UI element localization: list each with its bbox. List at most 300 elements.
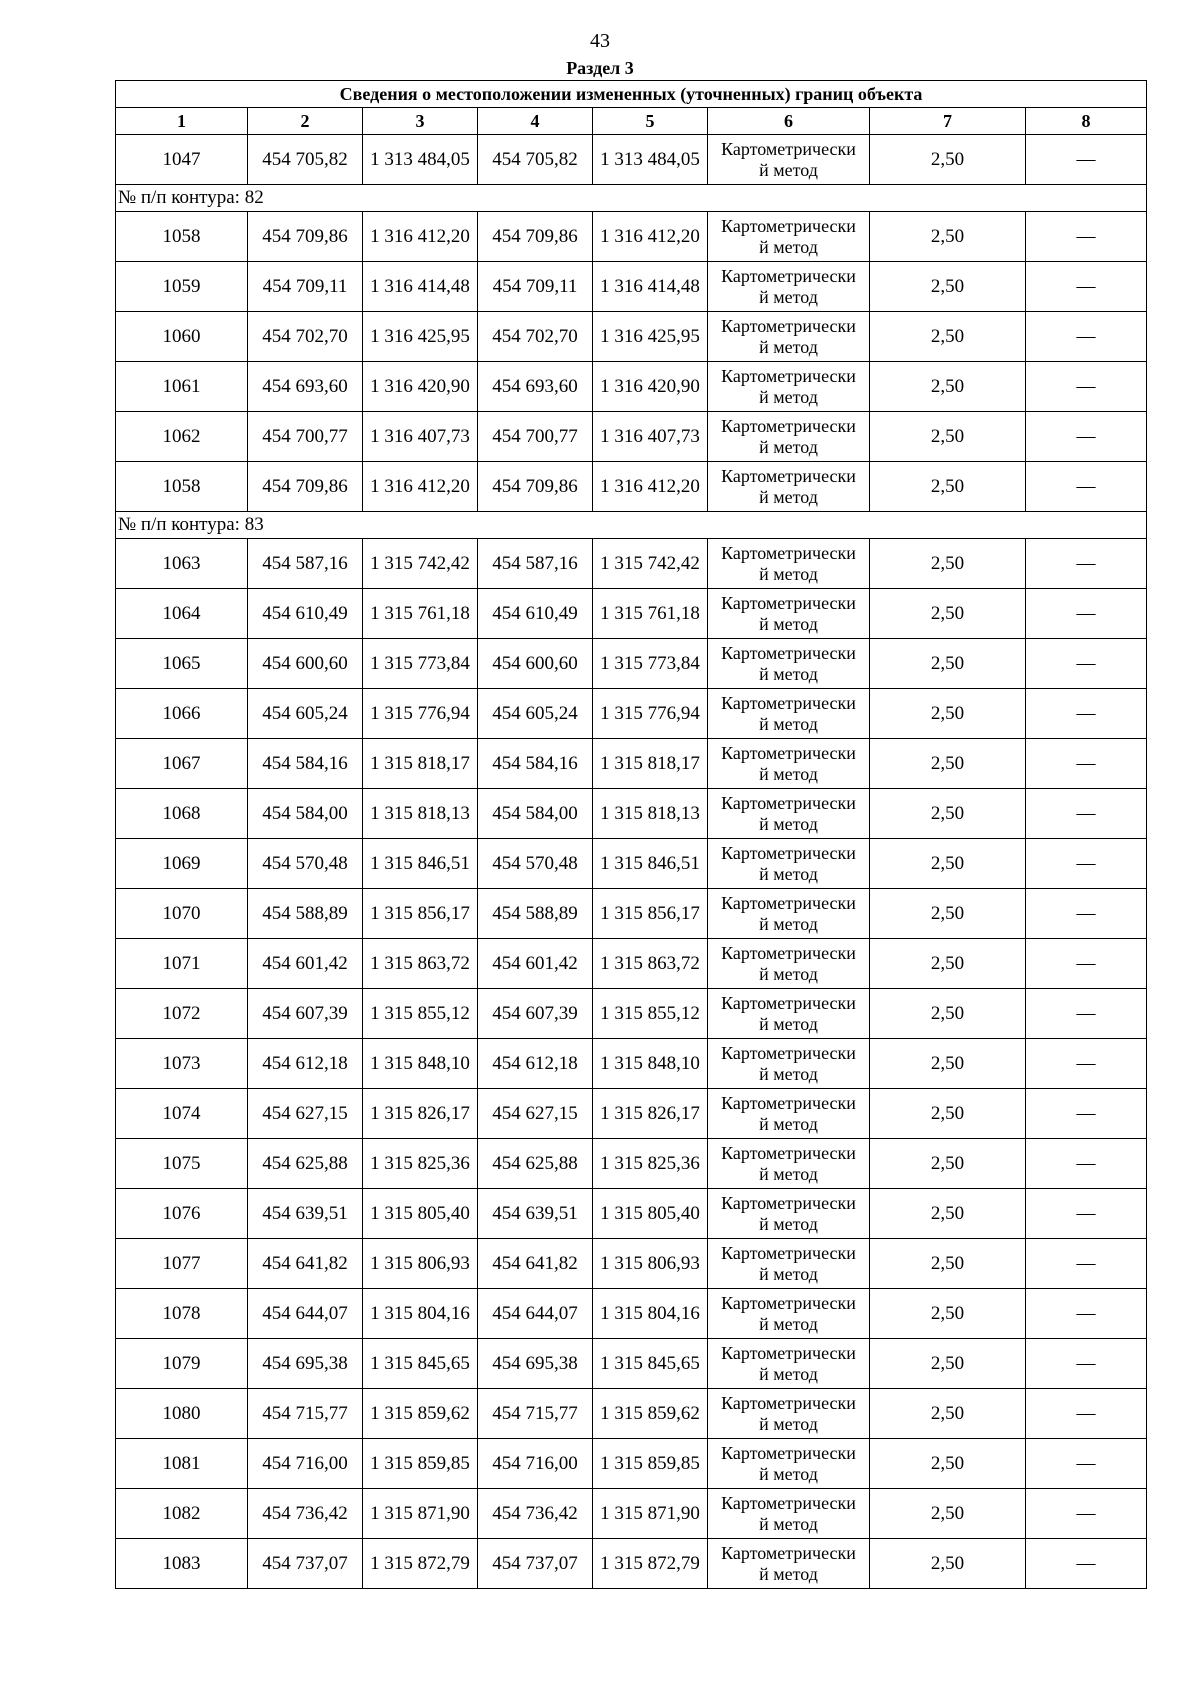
method-text-line1: Картометрически [721, 215, 856, 236]
y-old-cell: 1 315 845,65 [363, 1339, 478, 1389]
method-cell [708, 839, 870, 889]
method-text-line1: Картометрически [721, 1542, 856, 1563]
method-cell [708, 889, 870, 939]
description-cell: — [1026, 312, 1147, 362]
y-old-cell: 1 315 855,12 [363, 989, 478, 1039]
method-cell [708, 1339, 870, 1389]
table-row [116, 135, 1147, 185]
description-cell: — [1026, 462, 1147, 512]
method-text-line2: й метод [759, 1413, 818, 1434]
table-row [116, 539, 1147, 589]
point-number-cell: 1066 [116, 689, 248, 739]
y-new-cell: 1 316 420,90 [593, 362, 708, 412]
accuracy-cell: 2,50 [870, 689, 1026, 739]
x-old-cell: 454 705,82 [248, 135, 363, 185]
y-new-cell: 1 315 855,12 [593, 989, 708, 1039]
y-new-cell: 1 315 805,40 [593, 1189, 708, 1239]
x-old-cell: 454 627,15 [248, 1089, 363, 1139]
column-number: 6 [708, 108, 870, 135]
method-text-line1: Картометрически [721, 842, 856, 863]
y-new-cell: 1 315 773,84 [593, 639, 708, 689]
method-text-line2: й метод [759, 663, 818, 684]
table-row [116, 1189, 1147, 1239]
method-text-line2: й метод [759, 336, 818, 357]
method-text-line2: й метод [759, 813, 818, 834]
description-cell: — [1026, 1339, 1147, 1389]
y-old-cell: 1 315 761,18 [363, 589, 478, 639]
y-old-cell: 1 315 818,17 [363, 739, 478, 789]
y-old-cell: 1 316 412,20 [363, 462, 478, 512]
y-old-cell: 1 315 856,17 [363, 889, 478, 939]
x-old-cell: 454 716,00 [248, 1439, 363, 1489]
method-cell [708, 589, 870, 639]
x-old-cell: 454 570,48 [248, 839, 363, 889]
accuracy-cell: 2,50 [870, 739, 1026, 789]
y-new-cell: 1 315 871,90 [593, 1489, 708, 1539]
column-number: 3 [363, 108, 478, 135]
y-old-cell: 1 313 484,05 [363, 135, 478, 185]
point-number-cell: 1061 [116, 362, 248, 412]
table-row [116, 462, 1147, 512]
y-new-cell: 1 316 407,73 [593, 412, 708, 462]
y-new-cell: 1 315 872,79 [593, 1539, 708, 1589]
description-cell: — [1026, 1089, 1147, 1139]
y-old-cell: 1 315 863,72 [363, 939, 478, 989]
method-cell [708, 362, 870, 412]
point-number-cell: 1080 [116, 1389, 248, 1439]
table-row [116, 312, 1147, 362]
method-text-line2: й метод [759, 1463, 818, 1484]
point-number-cell: 1079 [116, 1339, 248, 1389]
accuracy-cell: 2,50 [870, 1139, 1026, 1189]
table-row [116, 639, 1147, 689]
x-new-cell: 454 709,11 [478, 262, 593, 312]
point-number-cell: 1068 [116, 789, 248, 839]
y-old-cell: 1 315 872,79 [363, 1539, 478, 1589]
point-number-cell: 1071 [116, 939, 248, 989]
description-cell: — [1026, 789, 1147, 839]
table-body [116, 135, 1147, 1589]
point-number-cell: 1060 [116, 312, 248, 362]
description-cell: — [1026, 1239, 1147, 1289]
y-old-cell: 1 315 804,16 [363, 1289, 478, 1339]
y-new-cell: 1 315 846,51 [593, 839, 708, 889]
accuracy-cell: 2,50 [870, 1339, 1026, 1389]
y-old-cell: 1 315 859,62 [363, 1389, 478, 1439]
accuracy-cell: 2,50 [870, 1289, 1026, 1339]
method-text-line2: й метод [759, 1113, 818, 1134]
description-cell: — [1026, 639, 1147, 689]
x-new-cell: 454 588,89 [478, 889, 593, 939]
accuracy-cell: 2,50 [870, 262, 1026, 312]
y-new-cell: 1 315 742,42 [593, 539, 708, 589]
table-row [116, 412, 1147, 462]
method-cell [708, 312, 870, 362]
method-cell [708, 1039, 870, 1089]
table-row [116, 589, 1147, 639]
y-new-cell: 1 315 856,17 [593, 889, 708, 939]
y-old-cell: 1 315 826,17 [363, 1089, 478, 1139]
description-cell: — [1026, 412, 1147, 462]
accuracy-cell: 2,50 [870, 989, 1026, 1039]
method-cell [708, 939, 870, 989]
accuracy-cell: 2,50 [870, 1039, 1026, 1089]
method-text-line1: Картометрически [721, 592, 856, 613]
y-new-cell: 1 313 484,05 [593, 135, 708, 185]
x-new-cell: 454 700,77 [478, 412, 593, 462]
x-old-cell: 454 700,77 [248, 412, 363, 462]
description-cell: — [1026, 939, 1147, 989]
accuracy-cell: 2,50 [870, 135, 1026, 185]
table-row [116, 212, 1147, 262]
description-cell: — [1026, 212, 1147, 262]
x-new-cell: 454 600,60 [478, 639, 593, 689]
x-old-cell: 454 639,51 [248, 1189, 363, 1239]
x-old-cell: 454 641,82 [248, 1239, 363, 1289]
description-cell: — [1026, 1389, 1147, 1439]
description-cell: — [1026, 1039, 1147, 1089]
y-new-cell: 1 315 859,62 [593, 1389, 708, 1439]
method-text-line2: й метод [759, 159, 818, 180]
x-new-cell: 454 607,39 [478, 989, 593, 1039]
y-new-cell: 1 315 804,16 [593, 1289, 708, 1339]
point-number-cell: 1058 [116, 212, 248, 262]
point-number-cell: 1070 [116, 889, 248, 939]
column-number: 1 [116, 108, 248, 135]
x-old-cell: 454 695,38 [248, 1339, 363, 1389]
method-text-line1: Картометрически [721, 1292, 856, 1313]
x-new-cell: 454 736,42 [478, 1489, 593, 1539]
accuracy-cell: 2,50 [870, 539, 1026, 589]
point-number-cell: 1081 [116, 1439, 248, 1489]
point-number-cell: 1063 [116, 539, 248, 589]
point-number-cell: 1074 [116, 1089, 248, 1139]
y-new-cell: 1 315 818,17 [593, 739, 708, 789]
description-cell: — [1026, 262, 1147, 312]
description-cell: — [1026, 1189, 1147, 1239]
table-row [116, 1089, 1147, 1139]
point-number-cell: 1058 [116, 462, 248, 512]
x-new-cell: 454 625,88 [478, 1139, 593, 1189]
accuracy-cell: 2,50 [870, 839, 1026, 889]
accuracy-cell: 2,50 [870, 1539, 1026, 1589]
method-text-line1: Картометрически [721, 1492, 856, 1513]
x-new-cell: 454 612,18 [478, 1039, 593, 1089]
x-old-cell: 454 709,11 [248, 262, 363, 312]
table-row [116, 739, 1147, 789]
description-cell: — [1026, 135, 1147, 185]
method-text-line2: й метод [759, 386, 818, 407]
table-row [116, 362, 1147, 412]
y-new-cell: 1 315 818,13 [593, 789, 708, 839]
method-cell [708, 1439, 870, 1489]
y-old-cell: 1 315 776,94 [363, 689, 478, 739]
contour-label: № п/п контура: 83 [116, 512, 1147, 539]
description-cell: — [1026, 1289, 1147, 1339]
y-new-cell: 1 315 845,65 [593, 1339, 708, 1389]
x-old-cell: 454 605,24 [248, 689, 363, 739]
x-new-cell: 454 587,16 [478, 539, 593, 589]
method-text-line2: й метод [759, 563, 818, 584]
x-old-cell: 454 584,16 [248, 739, 363, 789]
y-old-cell: 1 315 825,36 [363, 1139, 478, 1189]
x-new-cell: 454 716,00 [478, 1439, 593, 1489]
method-text-line1: Картометрически [721, 942, 856, 963]
method-text-line2: й метод [759, 763, 818, 784]
method-text-line2: й метод [759, 1013, 818, 1034]
method-text-line1: Картометрически [721, 1142, 856, 1163]
y-new-cell: 1 315 761,18 [593, 589, 708, 639]
method-text-line1: Картометрически [721, 1092, 856, 1113]
x-old-cell: 454 625,88 [248, 1139, 363, 1189]
accuracy-cell: 2,50 [870, 1439, 1026, 1489]
method-cell [708, 1139, 870, 1189]
y-new-cell: 1 316 414,48 [593, 262, 708, 312]
point-number-cell: 1062 [116, 412, 248, 462]
description-cell: — [1026, 839, 1147, 889]
point-number-cell: 1064 [116, 589, 248, 639]
contour-row [116, 512, 1147, 539]
accuracy-cell: 2,50 [870, 1489, 1026, 1539]
method-cell [708, 789, 870, 839]
x-old-cell: 454 693,60 [248, 362, 363, 412]
x-new-cell: 454 705,82 [478, 135, 593, 185]
y-new-cell: 1 315 863,72 [593, 939, 708, 989]
y-old-cell: 1 315 742,42 [363, 539, 478, 589]
table-row [116, 1389, 1147, 1439]
y-old-cell: 1 315 773,84 [363, 639, 478, 689]
column-number: 2 [248, 108, 363, 135]
table-row [116, 1239, 1147, 1289]
y-old-cell: 1 315 806,93 [363, 1239, 478, 1289]
x-new-cell: 454 627,15 [478, 1089, 593, 1139]
method-text-line2: й метод [759, 1263, 818, 1284]
x-old-cell: 454 587,16 [248, 539, 363, 589]
point-number-cell: 1075 [116, 1139, 248, 1189]
method-text-line1: Картометрически [721, 315, 856, 336]
method-text-line2: й метод [759, 1513, 818, 1534]
x-new-cell: 454 610,49 [478, 589, 593, 639]
description-cell: — [1026, 539, 1147, 589]
accuracy-cell: 2,50 [870, 1239, 1026, 1289]
method-cell [708, 539, 870, 589]
method-text-line2: й метод [759, 913, 818, 934]
x-old-cell: 454 715,77 [248, 1389, 363, 1439]
table-row [116, 689, 1147, 739]
x-old-cell: 454 702,70 [248, 312, 363, 362]
x-new-cell: 454 702,70 [478, 312, 593, 362]
method-text-line1: Картометрически [721, 742, 856, 763]
x-new-cell: 454 693,60 [478, 362, 593, 412]
method-text-line1: Картометрически [721, 1442, 856, 1463]
section-title: Раздел 3 [566, 58, 634, 78]
method-text-line2: й метод [759, 1063, 818, 1084]
point-number-cell: 1069 [116, 839, 248, 889]
x-old-cell: 454 737,07 [248, 1539, 363, 1589]
table-row [116, 1489, 1147, 1539]
column-number: 7 [870, 108, 1026, 135]
y-new-cell: 1 315 848,10 [593, 1039, 708, 1089]
table-row [116, 889, 1147, 939]
accuracy-cell: 2,50 [870, 1389, 1026, 1439]
method-text-line1: Картометрически [721, 692, 856, 713]
table-row [116, 989, 1147, 1039]
y-old-cell: 1 315 848,10 [363, 1039, 478, 1089]
method-text-line1: Картометрически [721, 1392, 856, 1413]
method-cell [708, 989, 870, 1039]
description-cell: — [1026, 1139, 1147, 1189]
accuracy-cell: 2,50 [870, 362, 1026, 412]
contour-row [116, 185, 1147, 212]
method-text-line1: Картометрически [721, 892, 856, 913]
accuracy-cell: 2,50 [870, 1189, 1026, 1239]
method-cell [708, 462, 870, 512]
method-text-line2: й метод [759, 1363, 818, 1384]
description-cell: — [1026, 1539, 1147, 1589]
y-old-cell: 1 316 425,95 [363, 312, 478, 362]
method-text-line2: й метод [759, 486, 818, 507]
page-number: 43 [590, 30, 610, 52]
y-old-cell: 1 316 414,48 [363, 262, 478, 312]
x-new-cell: 454 584,16 [478, 739, 593, 789]
y-old-cell: 1 315 805,40 [363, 1189, 478, 1239]
column-number: 4 [478, 108, 593, 135]
method-cell [708, 262, 870, 312]
method-cell [708, 135, 870, 185]
description-cell: — [1026, 989, 1147, 1039]
x-old-cell: 454 644,07 [248, 1289, 363, 1339]
x-old-cell: 454 736,42 [248, 1489, 363, 1539]
accuracy-cell: 2,50 [870, 212, 1026, 262]
y-old-cell: 1 316 420,90 [363, 362, 478, 412]
y-new-cell: 1 315 826,17 [593, 1089, 708, 1139]
y-new-cell: 1 315 825,36 [593, 1139, 708, 1189]
description-cell: — [1026, 362, 1147, 412]
method-cell [708, 639, 870, 689]
method-text-line1: Картометрически [721, 992, 856, 1013]
method-text-line2: й метод [759, 286, 818, 307]
method-text-line2: й метод [759, 963, 818, 984]
table-caption: Сведения о местоположении измененных (уточненных) границ объекта [116, 81, 1147, 108]
point-number-cell: 1076 [116, 1189, 248, 1239]
method-cell [708, 1189, 870, 1239]
accuracy-cell: 2,50 [870, 789, 1026, 839]
accuracy-cell: 2,50 [870, 1089, 1026, 1139]
method-cell [708, 1489, 870, 1539]
x-new-cell: 454 605,24 [478, 689, 593, 739]
y-new-cell: 1 316 412,20 [593, 212, 708, 262]
y-old-cell: 1 316 407,73 [363, 412, 478, 462]
method-text-line1: Картометрически [721, 138, 856, 159]
y-old-cell: 1 316 412,20 [363, 212, 478, 262]
y-new-cell: 1 316 412,20 [593, 462, 708, 512]
accuracy-cell: 2,50 [870, 462, 1026, 512]
x-new-cell: 454 601,42 [478, 939, 593, 989]
method-cell [708, 689, 870, 739]
point-number-cell: 1082 [116, 1489, 248, 1539]
method-text-line2: й метод [759, 236, 818, 257]
method-cell [708, 412, 870, 462]
method-text-line1: Картометрически [721, 465, 856, 486]
column-number: 5 [593, 108, 708, 135]
method-text-line1: Картометрически [721, 792, 856, 813]
y-old-cell: 1 315 859,85 [363, 1439, 478, 1489]
x-old-cell: 454 607,39 [248, 989, 363, 1039]
table-row [116, 789, 1147, 839]
table-row [116, 1289, 1147, 1339]
x-old-cell: 454 709,86 [248, 212, 363, 262]
method-text-line2: й метод [759, 436, 818, 457]
accuracy-cell: 2,50 [870, 889, 1026, 939]
x-new-cell: 454 737,07 [478, 1539, 593, 1589]
accuracy-cell: 2,50 [870, 939, 1026, 989]
x-new-cell: 454 644,07 [478, 1289, 593, 1339]
method-text-line1: Картометрически [721, 415, 856, 436]
x-new-cell: 454 641,82 [478, 1239, 593, 1289]
point-number-cell: 1059 [116, 262, 248, 312]
point-number-cell: 1065 [116, 639, 248, 689]
table-row [116, 939, 1147, 989]
point-number-cell: 1073 [116, 1039, 248, 1089]
method-cell [708, 1389, 870, 1439]
description-cell: — [1026, 739, 1147, 789]
method-text-line2: й метод [759, 713, 818, 734]
point-number-cell: 1083 [116, 1539, 248, 1589]
method-cell [708, 1239, 870, 1289]
method-text-line1: Картометрически [721, 1342, 856, 1363]
method-text-line1: Картометрически [721, 1192, 856, 1213]
y-new-cell: 1 316 425,95 [593, 312, 708, 362]
method-text-line2: й метод [759, 1213, 818, 1234]
description-cell: — [1026, 1439, 1147, 1489]
description-cell: — [1026, 589, 1147, 639]
x-old-cell: 454 584,00 [248, 789, 363, 839]
x-new-cell: 454 584,00 [478, 789, 593, 839]
method-text-line1: Картометрически [721, 542, 856, 563]
coordinates-table [115, 80, 1147, 1589]
table-row [116, 839, 1147, 889]
table-row [116, 1039, 1147, 1089]
x-old-cell: 454 600,60 [248, 639, 363, 689]
table-row [116, 262, 1147, 312]
point-number-cell: 1072 [116, 989, 248, 1039]
table-row [116, 1139, 1147, 1189]
x-new-cell: 454 639,51 [478, 1189, 593, 1239]
point-number-cell: 1067 [116, 739, 248, 789]
x-new-cell: 454 570,48 [478, 839, 593, 889]
x-old-cell: 454 610,49 [248, 589, 363, 639]
table-row [116, 1539, 1147, 1589]
description-cell: — [1026, 889, 1147, 939]
y-new-cell: 1 315 859,85 [593, 1439, 708, 1489]
x-old-cell: 454 612,18 [248, 1039, 363, 1089]
x-new-cell: 454 709,86 [478, 212, 593, 262]
accuracy-cell: 2,50 [870, 412, 1026, 462]
method-text-line2: й метод [759, 863, 818, 884]
x-new-cell: 454 709,86 [478, 462, 593, 512]
method-text-line1: Картометрически [721, 1242, 856, 1263]
method-text-line2: й метод [759, 1163, 818, 1184]
x-old-cell: 454 709,86 [248, 462, 363, 512]
method-text-line1: Картометрически [721, 265, 856, 286]
table-row [116, 1439, 1147, 1489]
point-number-cell: 1047 [116, 135, 248, 185]
y-new-cell: 1 315 776,94 [593, 689, 708, 739]
point-number-cell: 1078 [116, 1289, 248, 1339]
method-cell [708, 1289, 870, 1339]
column-number-row [116, 108, 1147, 135]
x-new-cell: 454 715,77 [478, 1389, 593, 1439]
